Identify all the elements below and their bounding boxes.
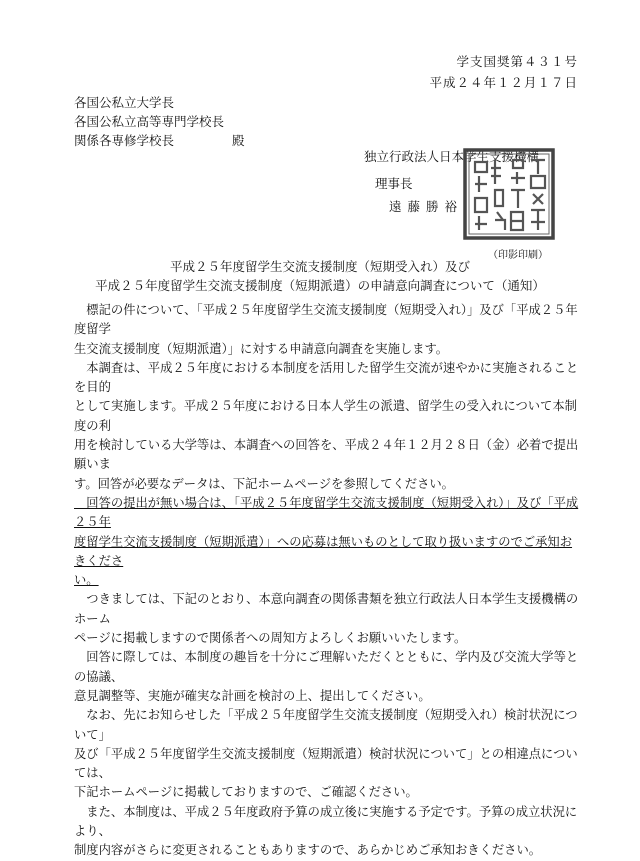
honorific: 殿: [232, 133, 245, 148]
addressee-vocational-schools: 関係各専修学校長: [74, 133, 175, 148]
document-body: [74, 301, 580, 861]
document-title-line-1: 平成２５年度留学生交流支援制度（短期受入れ）及び: [169, 259, 470, 274]
document-date: 平成２４年１２月１７日: [429, 75, 578, 90]
addressee-universities: 各国公私立大学長: [74, 95, 175, 110]
paragraph-survey-deadline: 本調査は、平成２５年度における本制度を活用した留学生交流が速やかに実施されることを目的 として実施します。平成２５年度における日本人学生の派遣、留学生の受入れについて本制度の利 用を検討している大学等は、本調査への回答を、平成２４年１２月２８日（金）必着で提出願いま す。回答が必要なデータは、下記ホームページを参照してください。: [74, 360, 579, 491]
official-seal-stamp: [461, 146, 557, 242]
document-number: 学支国奨第４３１号: [456, 54, 578, 69]
sender-title: 理事長: [375, 176, 413, 191]
sender-organization: 独立行政法人日本学生支援機構: [364, 149, 540, 164]
seal-print-note: （印影印刷）: [488, 250, 548, 261]
sender-name: 遠藤勝裕: [389, 199, 464, 214]
paragraph-differences-notice: なお、先にお知らせした「平成２５年度留学生交流支援制度（短期受入れ）検討状況について」 及び「平成２５年度留学生交流支援制度（短期派遣）検討状況について」との相違点については、 下記ホームページに掲載しておりますので、ご確認ください。: [74, 708, 578, 800]
addressee-technical-colleges: 各国公私立高等専門学校長: [74, 114, 225, 129]
document-title-line-2: 平成２５年度留学生交流支援制度（短期派遣）の申請意向調査について（通知）: [95, 278, 545, 293]
paragraph-homepage-posting: つきましては、下記のとおり、本意向調査の関係書類を独立行政法人日本学生支援機構のホーム ページに掲載しますので関係者への周知方よろしくお願いいたします。: [74, 592, 579, 646]
paragraph-no-reply-notice: 回答の提出が無い場合は、「平成２５年度留学生交流支援制度（短期受入れ）」及び「平成２５年 度留学生交流支援制度（短期派遣）」への応募は無いものとして取り扱いますのでご承知おきくださ い。: [74, 495, 579, 588]
paragraph-reply-guidance: 回答に際しては、本制度の趣旨を十分にご理解いただくとともに、学内及び交流大学等との協議、 意見調整等、実施が確実な計画を検討の上、提出してください。: [74, 650, 579, 703]
paragraph-budget-notice: また、本制度は、平成２５年度政府予算の成立後に実施する予定です。予算の成立状況により、 制度内容がさらに変更されることもありますので、あらかじめご承知おきください。: [74, 804, 578, 858]
paragraph-purpose: 標記の件について、「平成２５年度留学生交流支援制度（短期受入れ）」及び「平成２５年度留学 生交流支援制度（短期派遣）」に対する申請意向調査を実施します。: [74, 303, 578, 356]
